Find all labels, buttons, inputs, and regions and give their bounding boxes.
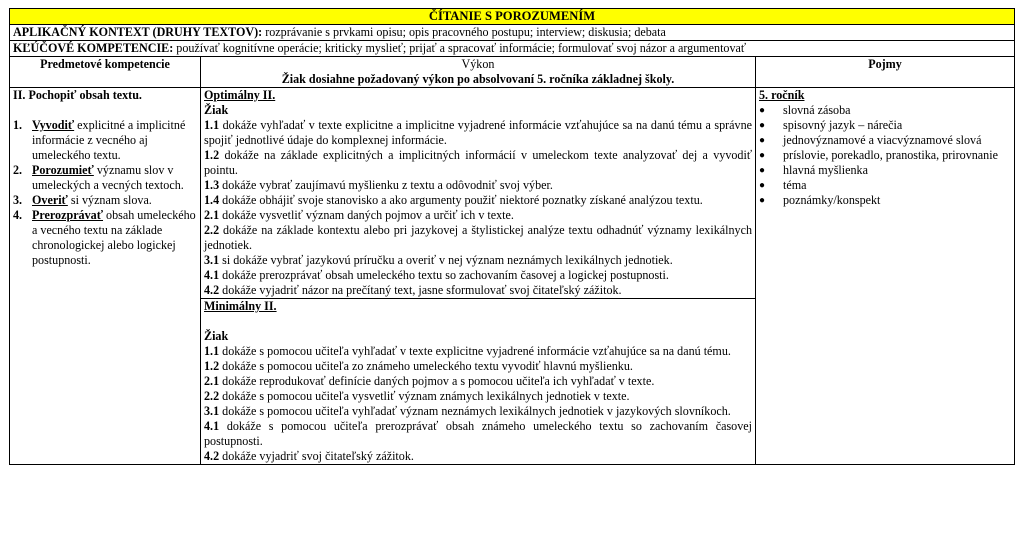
term-text: slovná zásoba (783, 103, 851, 117)
term-text: poznámky/konspekt (783, 193, 881, 207)
subject-skill-item (13, 163, 197, 193)
skill-verb: Vyvodiť (32, 118, 75, 132)
subject-competences-cell (10, 88, 201, 465)
minimal-item (204, 359, 752, 374)
minimal-item (204, 389, 752, 404)
optimal-item (204, 283, 752, 298)
bullet-icon: ● (759, 195, 766, 206)
item-text: dokáže vyhľadať v texte explicitne a implicitne vyjadrené informácie vzťahujúce sa na danú tému a správne spojiť jednotlivé údaje do komplexnej informácie. (204, 118, 752, 147)
subject-skill-item (13, 118, 197, 163)
optimal-item (204, 253, 752, 268)
minimal-item (204, 449, 752, 464)
skill-number: 1. (13, 118, 23, 132)
term-item (759, 118, 1011, 133)
term-text: hlavná myšlienka (783, 163, 868, 177)
item-number: 1.4 (204, 193, 220, 207)
minimal-level-block (201, 298, 755, 464)
skill-text: si význam slova. (67, 193, 152, 207)
item-text: dokáže na základe kontextu alebo pri jazykovej a štylistickej analýze textu odhadnúť významy lexikálnych jednotiek. (204, 223, 752, 252)
subject-skill-item (13, 208, 197, 268)
item-number: 4.2 (204, 283, 220, 297)
bullet-icon: ● (759, 165, 766, 176)
item-number: 1.3 (204, 178, 220, 192)
application-context-row (10, 25, 1015, 41)
item-text: dokáže vyjadriť svoj čitateľský zážitok. (219, 449, 414, 463)
minimal-item (204, 374, 752, 389)
term-text: spisovný jazyk – nárečia (783, 118, 903, 132)
optimal-item (204, 178, 752, 193)
header-col3-label: Pojmy (868, 57, 902, 71)
term-item (759, 148, 1011, 163)
item-number: 3.1 (204, 253, 220, 267)
optimal-item (204, 193, 752, 208)
item-text: si dokáže vybrať jazykovú príručku a overiť v nej význam neznámych lexikálnych jednotiek. (219, 253, 673, 267)
optimal-pupil-label: Žiak (204, 103, 229, 117)
item-text: dokáže vyjadriť názor na prečítaný text, jasne sformulovať svoj čitateľský zážitok. (219, 283, 622, 297)
terms-grade-title: 5. ročník (759, 88, 805, 102)
bullet-icon: ● (759, 120, 766, 131)
minimal-pupil-label: Žiak (204, 329, 229, 343)
item-number: 1.2 (204, 148, 220, 162)
item-number: 4.1 (204, 419, 220, 433)
item-text: dokáže s pomocou učiteľa prerozprávať obsah známeho umeleckého textu so zachovaním časovej postupnosti. (204, 419, 752, 448)
skill-text: explicitné a implicitné informácie z vecného aj umeleckého textu. (32, 118, 186, 162)
curriculum-table (9, 8, 1015, 465)
term-text: jednovýznamové a viacvýznamové slová (783, 133, 982, 147)
header-col2-subtitle: Žiak dosiahne požadovaný výkon po absolvovaní 5. ročníka základnej školy. (281, 72, 675, 86)
optimal-item (204, 118, 752, 148)
optimal-item (204, 208, 752, 223)
minimal-item (204, 404, 752, 419)
bullet-icon: ● (759, 135, 766, 146)
item-number: 1.1 (204, 118, 220, 132)
minimal-item (204, 344, 752, 359)
key-competences-value: používať kognitívne operácie; kriticky myslieť; prijať a spracovať informácie; formulovať svoj názor a argumentovať (173, 41, 747, 55)
term-text: téma (783, 178, 807, 192)
item-number: 3.1 (204, 404, 220, 418)
term-item (759, 163, 1011, 178)
header-col1-label: Predmetové kompetencie (40, 57, 170, 71)
skill-number: 4. (13, 208, 23, 222)
bullet-icon: ● (759, 180, 766, 191)
skill-number: 3. (13, 193, 23, 207)
term-item (759, 103, 1011, 118)
optimal-item (204, 148, 752, 178)
item-text: dokáže vysvetliť význam daných pojmov a určiť ich v texte. (219, 208, 514, 222)
terms-list (759, 103, 1011, 208)
item-number: 2.2 (204, 223, 220, 237)
item-text: dokáže s pomocou učiteľa zo známeho umeleckého textu vyvodiť hlavnú myšlienku. (219, 359, 633, 373)
term-text: príslovie, porekadlo, pranostika, prirovnanie (783, 148, 998, 162)
skill-verb: Overiť (32, 193, 68, 207)
key-competences-row (10, 41, 1015, 57)
item-text: dokáže reprodukovať definície daných pojmov a s pomocou učiteľa ich vyhľadať v texte. (219, 374, 655, 388)
bullet-icon: ● (759, 105, 766, 116)
item-number: 2.2 (204, 389, 220, 403)
subject-skill-list (13, 118, 197, 268)
item-text: dokáže s pomocou učiteľa vyhľadať význam neznámych lexikálnych jednotiek v jazykových slovníkoch. (219, 404, 731, 418)
item-number: 1.1 (204, 344, 220, 358)
header-terms (756, 57, 1015, 88)
item-text: dokáže obhájiť svoje stanovisko a ako argumenty použiť niektoré poznatky získané analýzou textu. (219, 193, 703, 207)
item-text: dokáže s pomocou učiteľa vyhľadať v texte explicitne vyjadrené informácie vzťahujúce sa na danú tému. (219, 344, 731, 358)
optimal-item (204, 268, 752, 283)
item-number: 4.1 (204, 268, 220, 282)
optimal-level-block (201, 88, 755, 298)
key-competences-label: KĽÚČOVÉ KOMPETENCIE: (13, 41, 174, 55)
term-item (759, 133, 1011, 148)
terms-cell (756, 88, 1015, 465)
application-context-label: APLIKAČNÝ KONTEXT (DRUHY TEXTOV): (13, 25, 263, 39)
skill-text: významu slov v umeleckých a vecných textoch. (32, 163, 184, 192)
item-text: dokáže vybrať zaujímavú myšlienku z textu a odôvodniť svoj výber. (219, 178, 553, 192)
item-text: dokáže prerozprávať obsah umeleckého textu so zachovaním časovej a logickej postupnosti. (219, 268, 669, 282)
subject-skill-item (13, 193, 197, 208)
term-item (759, 193, 1011, 208)
optimal-item (204, 223, 752, 253)
term-item (759, 178, 1011, 193)
skill-text: obsah umeleckého a vecného textu na základe chronologickej alebo logickej postupnosti. (32, 208, 196, 267)
header-col2-title: Výkon (461, 57, 495, 71)
subject-heading: II. Pochopiť obsah textu. (13, 88, 142, 102)
optimal-level-title: Optimálny II. (204, 88, 276, 102)
skill-verb: Porozumieť (32, 163, 94, 177)
minimal-level-title: Minimálny II. (204, 299, 277, 313)
skill-verb: Prerozprávať (32, 208, 104, 222)
application-context-value: rozprávanie s prvkami opisu; opis pracovného postupu; interview; diskusia; debata (262, 25, 666, 39)
header-performance (201, 57, 756, 88)
page-title: ČÍTANIE S POROZUMENÍM (10, 9, 1015, 25)
item-text: dokáže s pomocou učiteľa vysvetliť význam známych lexikálnych jednotiek v texte. (219, 389, 630, 403)
header-subject-competences (10, 57, 201, 88)
performance-cell (201, 88, 756, 465)
bullet-icon: ● (759, 150, 766, 161)
item-number: 2.1 (204, 374, 220, 388)
skill-number: 2. (13, 163, 23, 177)
minimal-item (204, 419, 752, 449)
item-number: 1.2 (204, 359, 220, 373)
item-number: 2.1 (204, 208, 220, 222)
item-text: dokáže na základe explicitných a implicitných informácií v umeleckom texte analyzovať dej a vyvodiť pointu. (204, 148, 752, 177)
item-number: 4.2 (204, 449, 220, 463)
